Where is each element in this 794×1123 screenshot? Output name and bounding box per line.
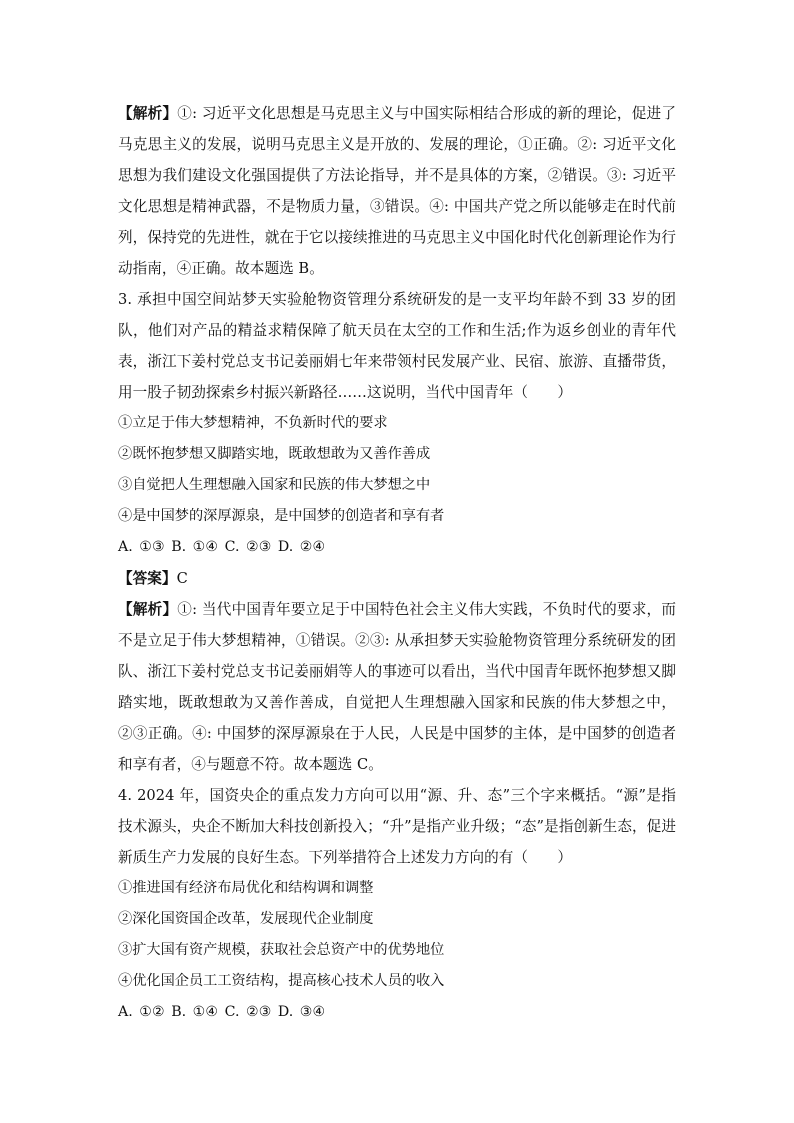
question-4-options: A. ①② B. ①④ C. ②③ D. ③④: [118, 1004, 326, 1020]
question-4-stem: 4. 2024 年，国资央企的重点发力方向可以用“源、升、态”三个字来概括。“源”是指技术源头，央企不断加大科技创新投入；“升”是指产业升级；“态”是指创新生态，促进新质生产力发展的良好生态。下列举措符合上述发力方向的有（ ）: [118, 787, 676, 866]
question-3-options: A. ①③ B. ①④ C. ②③ D. ②④: [118, 539, 326, 555]
question-4-item-1: ①推进国有经济布局优化和结构调和调整: [118, 880, 374, 896]
question-4-item-4: ④优化国企员工工资结构，提高核心技术人员的收入: [118, 973, 445, 989]
analysis-label: 【解析】: [118, 601, 178, 618]
question-3-item-4: ④是中国梦的深厚源泉，是中国梦的创造者和享有者: [118, 508, 445, 524]
answer-line-q3: [118, 563, 676, 594]
analysis-text: ①: 当代中国青年要立足于中国特色社会主义伟大实践，不负时代的要求，而不是立足于伟大梦想精神，①错误。②③: 从承担梦天实验舱物资管理分系统研发的团队、浙江下姜村党总支书记姜丽娟等人的事迹可以看出，当代中国青年既怀抱梦想又脚踏实地，既敢想敢为又善作善成，自觉把人生理想融入国家和民族的伟大梦想之中，②③正确。④: 中国梦的深厚源泉在于人民，人民是中国梦的主体，是中国梦的创造者和享有者，④与题意不符。故本题选 C。: [118, 601, 676, 773]
question-4-item-3: ③扩大国有资产规模，获取社会总资产中的优势地位: [118, 942, 445, 958]
analysis-paragraph-q3: [118, 594, 676, 780]
answer-value: C: [176, 570, 188, 587]
question-3-item-1: ①立足于伟大梦想精神，不负新时代的要求: [118, 415, 388, 431]
analysis-text: ①: 习近平文化思想是马克思主义与中国实际相结合形成的新的理论，促进了马克思主义的发展，说明马克思主义是开放的、发展的理论，①正确。②: 习近平文化思想为我们建设文化强国提供了方法论指导，并不是具体的方案，②错误。③: 习近平文化思想是精神武器，不是物质力量，③错误。④: 中国共产党之所以能够走在时代前列，保持党的先进性，就在于它以接续推进的马克思主义中国化时代化创新理论作为行动指南，④正确。故本题选 B。: [118, 105, 676, 277]
question-3-item-3: ③自觉把人生理想融入国家和民族的伟大梦想之中: [118, 477, 431, 493]
question-3-stem: 3. 承担中国空间站梦天实验舱物资管理分系统研发的是一支平均年龄不到 33 岁的团队，他们对产品的精益求精保障了航天员在太空的工作和生活;作为返乡创业的青年代表，浙江下姜村党总支书记姜丽娟七年来带领村民发展产业、民宿、旅游、直播带货，用一股子韧劲探索乡村振兴新路径……这说明，当代中国青年（ ）: [118, 291, 676, 401]
question-4-item-2: ②深化国资国企改革，发展现代企业制度: [118, 911, 374, 927]
analysis-label: 【解析】: [118, 105, 178, 122]
analysis-paragraph-q2: [118, 98, 676, 284]
answer-label: 【答案】: [118, 570, 177, 587]
document-page: [118, 98, 676, 1028]
question-3-item-2: ②既怀抱梦想又脚踏实地，既敢想敢为又善作善成: [118, 446, 431, 462]
